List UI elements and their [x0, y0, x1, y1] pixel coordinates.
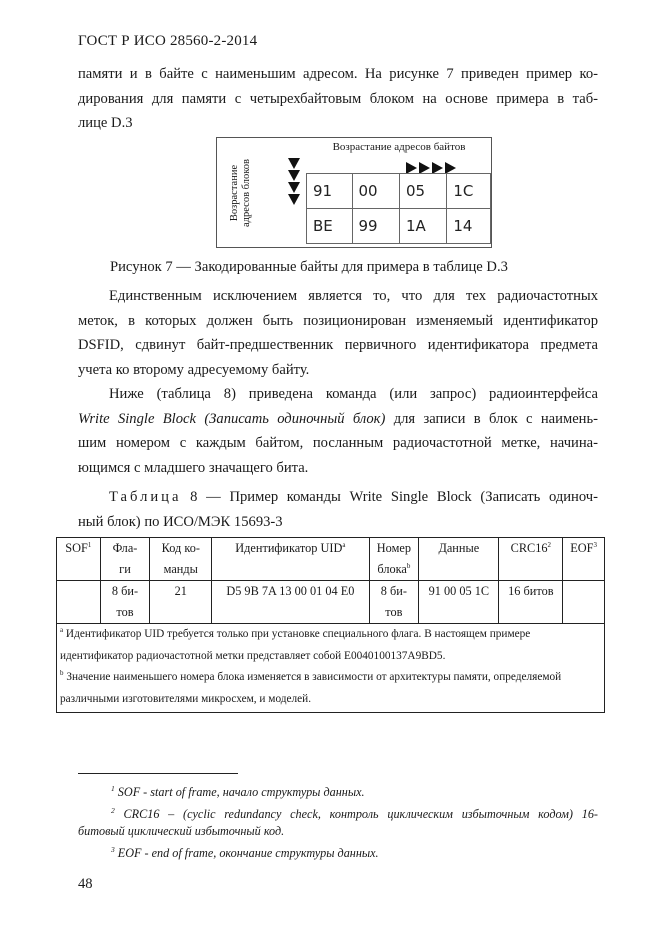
page-number: 48 — [78, 876, 93, 892]
figure-caption: Рисунок 7 — Закодированные байты для примера в таблице D.3 — [110, 259, 508, 275]
footnote-2-cont: битовый циклический избыточный код. — [78, 824, 285, 839]
footnote-1: $^1$ SOF - start of frame, начало структуры данных. — [111, 784, 365, 800]
cell-uid: D5 9B 7A 13 00 01 04 E0 — [212, 581, 369, 624]
cell-block-number: 8 би- тов — [369, 581, 419, 624]
down-arrows-icon — [286, 158, 302, 205]
header-command-code: Код ко- манды — [150, 538, 212, 581]
header-uid: Идентификатор $UID^а$ — [212, 538, 369, 581]
byte-cell: 05 — [399, 174, 446, 209]
command-name: Write Single Block (Записать одиночный блок) — [78, 410, 386, 427]
document-header: ГОСТ Р ИСО 28560-2-2014 — [78, 33, 258, 49]
byte-cell: 91 — [307, 174, 353, 209]
byte-cell: 1C — [447, 174, 491, 209]
byte-cell: 00 — [352, 174, 399, 209]
header-crc16: $CRC16^2$ — [499, 538, 563, 581]
footnote-3: $^3$ EOF - end of frame, окончание структуры данных. — [111, 844, 379, 860]
footnote-divider — [78, 773, 238, 774]
byte-cell: BE — [307, 209, 353, 244]
command-table — [56, 537, 605, 713]
figure-encoded-bytes — [216, 137, 492, 248]
byte-cell: 1A — [399, 209, 446, 244]
table-title: Таблица 8 — Пример команды Write Single Block (Записать одиноч- ный блок) по ИСО/МЭК 15693-3 — [78, 489, 598, 530]
byte-row — [307, 209, 491, 244]
header-block-number: Номер блока$^b$ — [369, 538, 419, 581]
table-notes-row — [57, 624, 605, 713]
header-flags: Фла- ги — [100, 538, 150, 581]
exception-paragraph: Единственным исключением является то, что для тех радиочастотных меток, в которых должен быть позиционирован изменяемый идентификатор DSFID, сдвинут байт-предшественник первичного идентификатора предмета учета ко второму адресуемому байту. — [78, 288, 598, 378]
byte-grid — [306, 173, 491, 244]
header-sof: SOF$^1$ — [57, 538, 101, 581]
header-data: Данные — [419, 538, 499, 581]
cell-data: 91 00 05 1C — [419, 581, 499, 624]
header-eof: EOF$^3$ — [563, 538, 605, 581]
cell-crc16: 16 битов — [499, 581, 563, 624]
byte-address-axis-label: Возрастание адресов байтов — [332, 141, 466, 153]
byte-cell: 99 — [352, 209, 399, 244]
cell-eof — [563, 581, 605, 624]
footnotes — [78, 780, 598, 862]
intro-paragraph: памяти и в байте с наименьшим адресом. На рисунке 7 приведен пример ко- дирования для памяти с четырехбайтовым блоком на основе примера в таб- лице D.3 — [78, 66, 598, 131]
command-paragraph: Ниже (таблица 8) приведена команда (или запрос) радиоинтерфейса Write Single Block (Записать одиночный блок) для записи в блок с наимень- шим номером с каждым байтом, посланным радиочастотной метке, начина- ющимся с младшего значащего бита. — [78, 386, 598, 476]
table-notes: $^а$ Идентификатор UID требуется только при установке специального флага. В настоящем примере идентификатор радиочастотной метки представляет собой E0040100137A9BD5. $^b$ Значение наименьшего номера блока изменяется в зависимости от архитектуры памяти, определяемой различными изготовителями микросхем, и моделей. — [57, 624, 605, 713]
cell-flags: 8 би- тов — [100, 581, 150, 624]
table-header-row — [57, 538, 605, 581]
block-address-axis-label: Возрастание адресов блоков — [229, 158, 253, 227]
byte-row — [307, 174, 491, 209]
byte-cell: 14 — [447, 209, 491, 244]
cell-sof — [57, 581, 101, 624]
table-row — [57, 581, 605, 624]
footnote-2: $^2$ CRC16 – (cyclic redundancy check, контроль циклическим избыточным кодом) 16- — [111, 805, 598, 821]
cell-command-code: 21 — [150, 581, 212, 624]
